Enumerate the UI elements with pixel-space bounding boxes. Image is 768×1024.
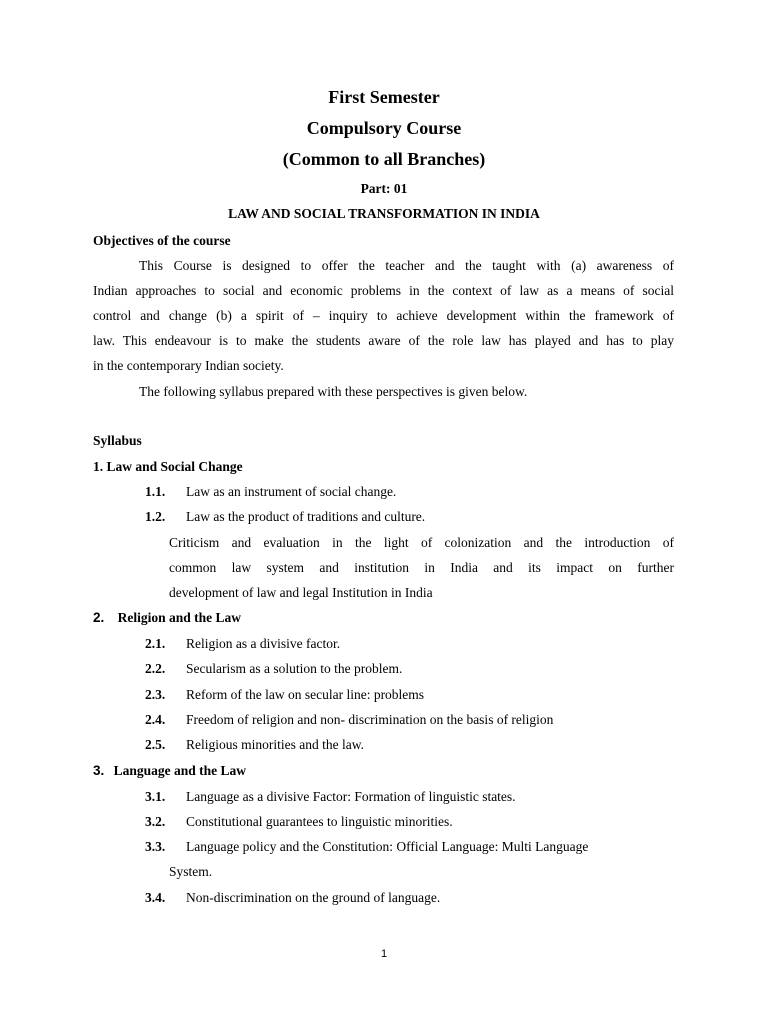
objectives-line-1: This Course is designed to offer the teacher and the taught with (a) awareness of <box>139 258 674 273</box>
objectives-following: The following syllabus prepared with these perspectives is given below. <box>139 384 528 399</box>
section-1-note-line-3: development of law and legal Institution in India <box>169 585 433 600</box>
item-2-5-number: 2.5. <box>145 737 166 752</box>
objectives-line-3: control and change (b) a spirit of – inquiry to achieve development within the framework of <box>93 308 674 323</box>
syllabus-heading: Syllabus <box>93 433 142 448</box>
item-2-1-text: Religion as a divisive factor. <box>186 636 341 651</box>
item-2-2-text: Secularism as a solution to the problem. <box>186 661 403 676</box>
item-2-5-text: Religious minorities and the law. <box>186 737 364 752</box>
title-first-semester: First Semester <box>328 87 440 107</box>
item-3-4-number: 3.4. <box>145 890 166 905</box>
item-1-1-text: Law as an instrument of social change. <box>186 484 397 499</box>
section-3-number: 3. <box>93 763 105 778</box>
section-2-number: 2. <box>93 610 105 625</box>
title-compulsory-course: Compulsory Course <box>306 118 462 138</box>
title-common-branches: (Common to all Branches) <box>282 149 486 169</box>
objectives-line-4: law. This endeavour is to make the students aware of the role law has played and has to play <box>93 333 674 348</box>
objectives-heading: Objectives of the course <box>93 233 231 248</box>
objectives-line-2: Indian approaches to social and economic problems in the context of law as a means of social <box>93 283 674 298</box>
section-3-heading <box>93 762 246 780</box>
item-3-2-text: Constitutional guarantees to linguistic minorities. <box>186 814 453 829</box>
section-1-title: 1. Law and Social Change <box>93 459 243 474</box>
item-2-3-text: Reform of the law on secular line: problems <box>186 687 425 702</box>
item-2-4-number: 2.4. <box>145 712 166 727</box>
part-number: Part: 01 <box>360 181 408 196</box>
section-1-note-line-2: common law system and institution in India and its impact on further <box>169 560 674 575</box>
section-2-title: Religion and the Law <box>117 610 242 625</box>
section-1-note-line-1: Criticism and evaluation in the light of colonization and the introduction of <box>169 535 674 550</box>
item-1-2-text: Law as the product of traditions and culture. <box>186 509 426 524</box>
item-2-3-number: 2.3. <box>145 687 166 702</box>
item-3-3-continuation: System. <box>169 864 213 879</box>
objectives-line-5: in the contemporary Indian society. <box>93 358 284 373</box>
item-3-4-text: Non-discrimination on the ground of language. <box>186 890 441 905</box>
item-1-2-number: 1.2. <box>145 509 166 524</box>
item-2-4-text: Freedom of religion and non- discrimination on the basis of religion <box>186 712 554 727</box>
item-3-2-number: 3.2. <box>145 814 166 829</box>
page-number: 1 <box>380 948 388 960</box>
section-2-heading <box>93 609 241 627</box>
item-2-2-number: 2.2. <box>145 661 166 676</box>
item-3-3-number: 3.3. <box>145 839 166 854</box>
section-3-title: Language and the Law <box>113 763 247 778</box>
item-3-1-number: 3.1. <box>145 789 166 804</box>
item-2-1-number: 2.1. <box>145 636 166 651</box>
item-3-1-text: Language as a divisive Factor: Formation of linguistic states. <box>186 789 516 804</box>
item-1-1-number: 1.1. <box>145 484 166 499</box>
course-title: LAW AND SOCIAL TRANSFORMATION IN INDIA <box>228 206 540 221</box>
item-3-3-text: Language policy and the Constitution: Official Language: Multi Language <box>186 839 589 854</box>
